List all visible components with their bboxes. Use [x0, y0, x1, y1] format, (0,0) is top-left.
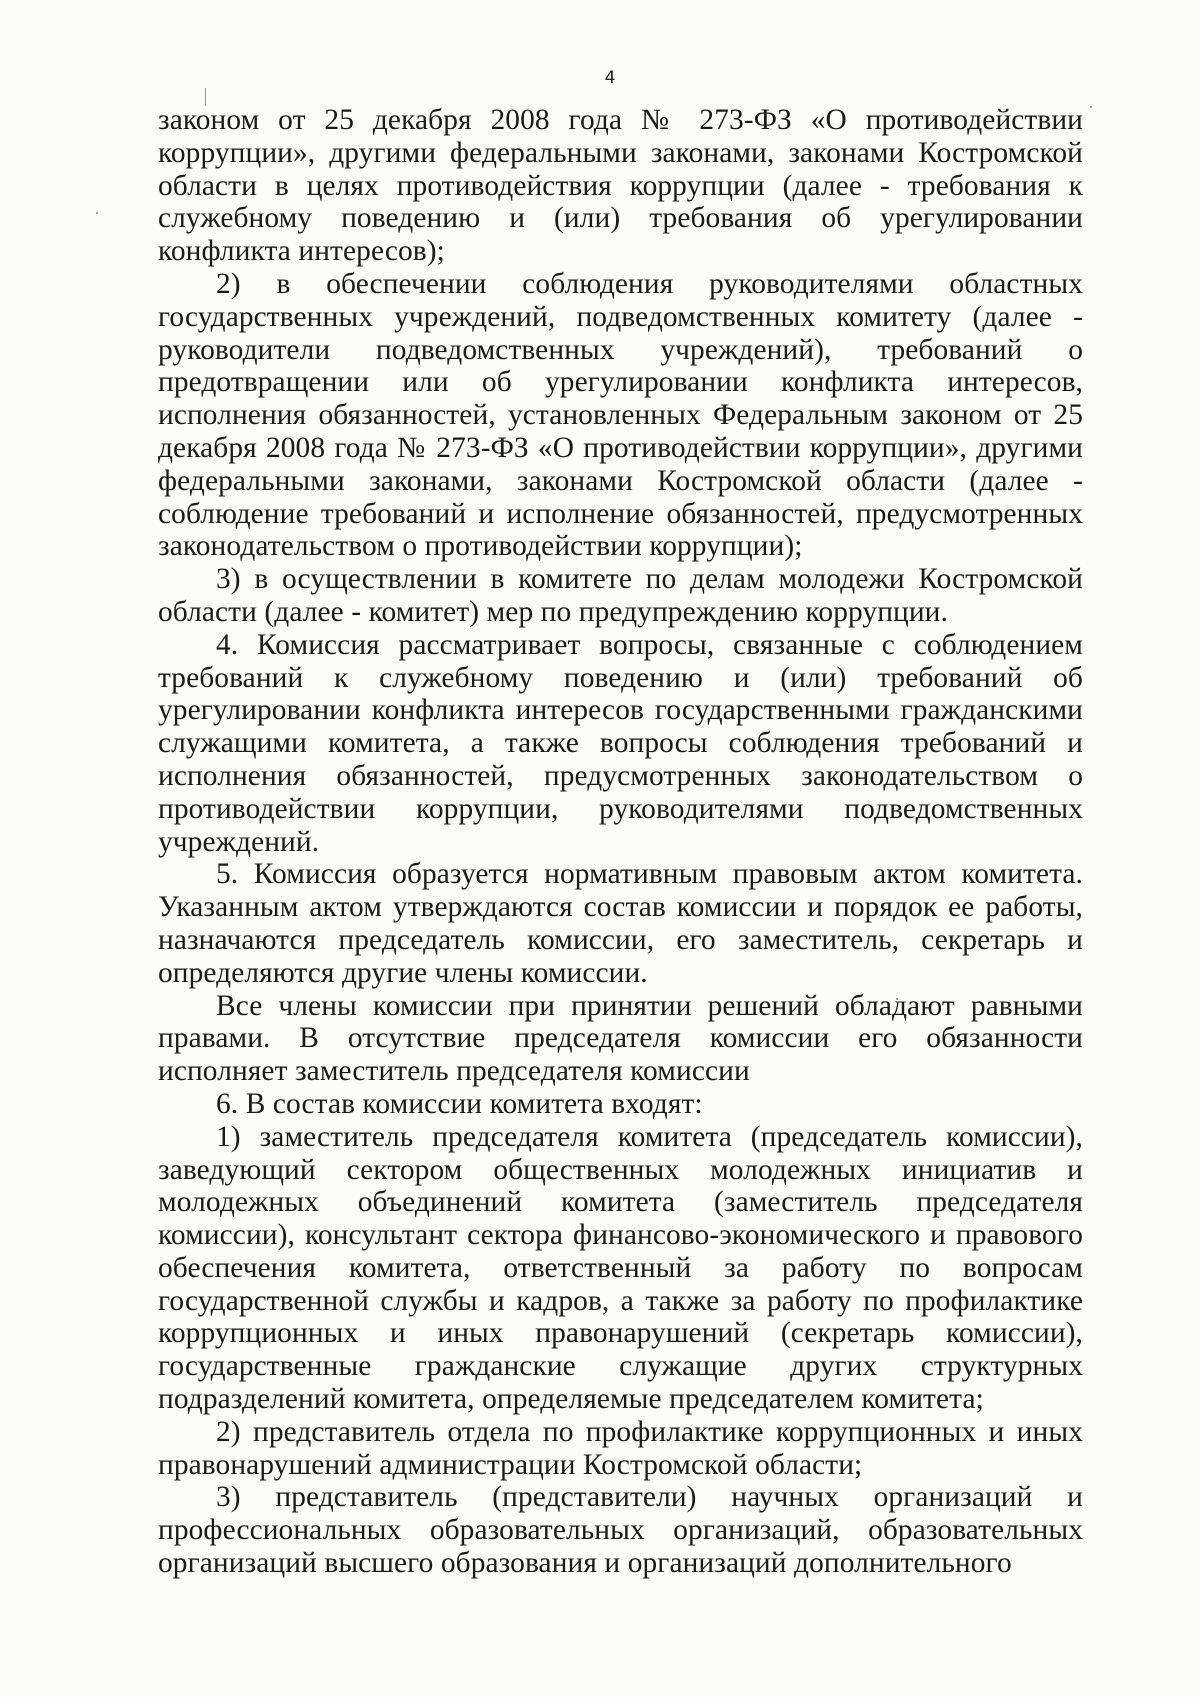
paragraph-item-3: 3) в осуществлении в комитете по делам молодежи Костромской области (далее - комитет) мер по предупреждению коррупции. — [158, 563, 1083, 628]
paragraph-composition-item-1: 1) заместитель председателя комитета (председатель комиссии), заведующий сектором общественных молодежных инициатив и молодежных объединений комитета (заместитель председателя комиссии), консультант сектора финансово-экономического и правового обеспечения комитета, ответственный за работу по вопросам государственной службы и кадров, а также за работу по профилактике коррупционных и иных правонарушений (секретарь комиссии), государственные гражданские служащие других структурных подразделений комитета, определяемые председателем комитета; — [158, 1120, 1083, 1416]
scan-speck — [96, 212, 98, 214]
paragraph-continuation: законом от 25 декабря 2008 года № 273-ФЗ «О противодействии коррупции», другими федеральными законами, законами Костромской области в целях противодействия коррупции (далее - требования к служебному поведению и (или) требования об урегулировании конфликта интересов); — [158, 104, 1083, 268]
paragraph-section-4: 4. Комиссия рассматривает вопросы, связанные с соблюдением требований к служебному поведению и (или) требований об урегулировании конфликта интересов государственными гражданскими служащими комитета, а также вопросы соблюдения требований и исполнения обязанностей, предусмотренных законодательством о противодействии коррупции, руководителями подведомственных учреждений. — [158, 628, 1083, 858]
paragraph-composition-item-2: 2) представитель отдела по профилактике коррупционных и иных правонарушений администрации Костромской области; — [158, 1415, 1083, 1481]
paragraph-composition-item-3: 3) представитель (представители) научных организаций и профессиональных образовательных организаций, образовательных организаций высшего образования и организаций дополнительного — [158, 1481, 1083, 1580]
paragraph-section-6: 6. В состав комиссии комитета входят: — [216, 1087, 703, 1120]
page-number: 4 — [604, 68, 616, 88]
document-body — [158, 104, 1083, 1580]
paragraph-section-5: 5. Комиссия образуется нормативным правовым актом комитета. Указанным актом утверждаются состав комиссии и порядок ее работы, назначаются председатель комиссии, его заместитель, секретарь и определяются другие члены комиссии. — [158, 858, 1083, 989]
scan-speck — [1090, 106, 1092, 108]
paragraph-equal-rights: Все члены комиссии при принятии решений обладают равными правами. В отсутствие председателя комиссии его обязанности исполняет заместитель председателя комиссии — [158, 989, 1083, 1088]
paragraph-item-2: 2) в обеспечении соблюдения руководителями областных государственных учреждений, подведомственных комитету (далее - руководители подведомственных учреждений), требований о предотвращении или об урегулировании конфликта интересов, исполнения обязанностей, установленных Федеральным законом от 25 декабря 2008 года № 273-ФЗ «О противодействии коррупции», другими федеральными законами, законами Костромской области (далее - соблюдение требований и исполнение обязанностей, предусмотренных законодательством о противодействии коррупции); — [158, 267, 1083, 563]
